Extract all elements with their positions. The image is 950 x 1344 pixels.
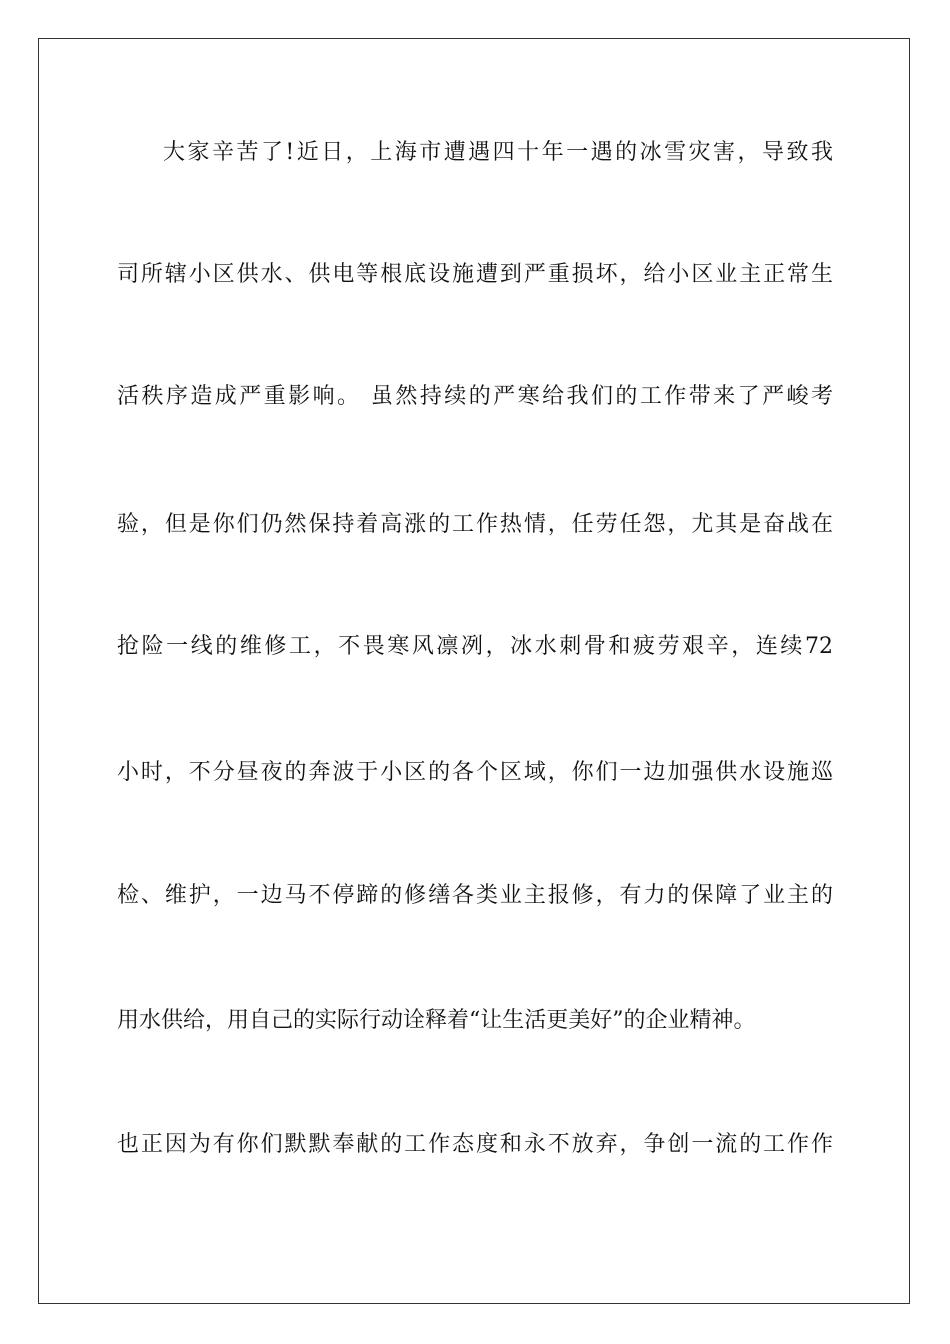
paragraph-line-2: 司所辖小区供水、供电等根底设施遭到严重损坏，给小区业主正常生 [117, 262, 833, 287]
paragraph-line-4: 验，但是你们仍然保持着高涨的工作热情，任劳任怨，尤其是奋战在 [117, 512, 833, 537]
paragraph-line-6: 小时，不分昼夜的奔波于小区的各个区域，你们一边加强供水设施巡 [117, 760, 833, 785]
page-border [38, 38, 910, 1304]
paragraph-line-7: 检、维护，一边马不停蹄的修缮各类业主报修，有力的保障了业主的 [117, 883, 833, 908]
paragraph-line-1: 大家辛苦了!近日，上海市遭遇四十年一遇的冰雪灾害，导致我 [163, 140, 833, 165]
paragraph-line-3: 活秩序造成严重影响。 虽然持续的严寒给我们的工作带来了严峻考 [117, 384, 833, 409]
paragraph-line-5: 抢险一线的维修工，不畏寒风凛冽，冰水刺骨和疲劳艰辛，连续72 [117, 634, 833, 659]
paragraph-line-8: 用水供给，用自己的实际行动诠释着“让生活更美好”的企业精神。 [117, 1008, 756, 1033]
paragraph-line-9: 也正因为有你们默默奉献的工作态度和永不放弃，争创一流的工作作 [117, 1132, 833, 1157]
